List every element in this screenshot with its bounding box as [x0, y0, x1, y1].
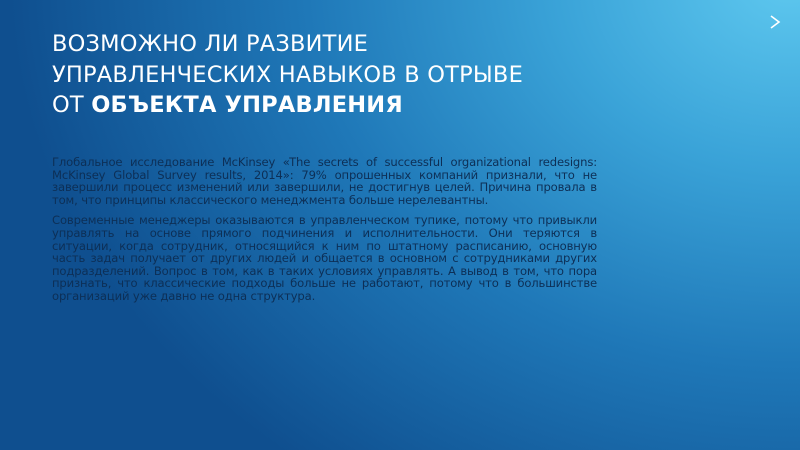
slide-title	[52, 29, 652, 121]
title-line-3	[52, 90, 652, 121]
title-line-3-bold: ОБЪЕКТА УПРАВЛЕНИЯ	[91, 92, 403, 118]
title-line-2: УПРАВЛЕНЧЕСКИХ НАВЫКОВ В ОТРЫВЕ	[52, 61, 523, 88]
slide-body	[52, 156, 597, 311]
title-line-3-regular: ОТ	[52, 92, 92, 118]
paragraph-mckinsey-survey: Глобальное исследование McKinsey «The secrets of successful organizational redesigns: McKinsey Global Survey results, 2014»: 79% опрошенных компаний признали, что не завершили процесс изменений или завершили, не достигнув целей. Причина провала в том, что принципы классического менеджмента больше нерелевантны.	[52, 155, 597, 207]
paragraph-management-deadlock: Современные менеджеры оказываются в управленческом тупике, потому что привыкли управлять на основе прямого подчинения и исполнительности. Они теряются в ситуации, когда сотрудник, относящийся к ним по штатному расписанию, основную часть задач получает от других людей и общается в основном с сотрудниками других подразделений. Вопрос в том, как в таких условиях управлять. А вывод в том, что пора признать, что классические подходы больше не работают, потому что в большинстве организаций уже давно не одна структура.	[52, 213, 597, 303]
chevron-right-icon[interactable]	[768, 15, 782, 29]
title-line-1: ВОЗМОЖНО ЛИ РАЗВИТИЕ	[52, 31, 369, 57]
